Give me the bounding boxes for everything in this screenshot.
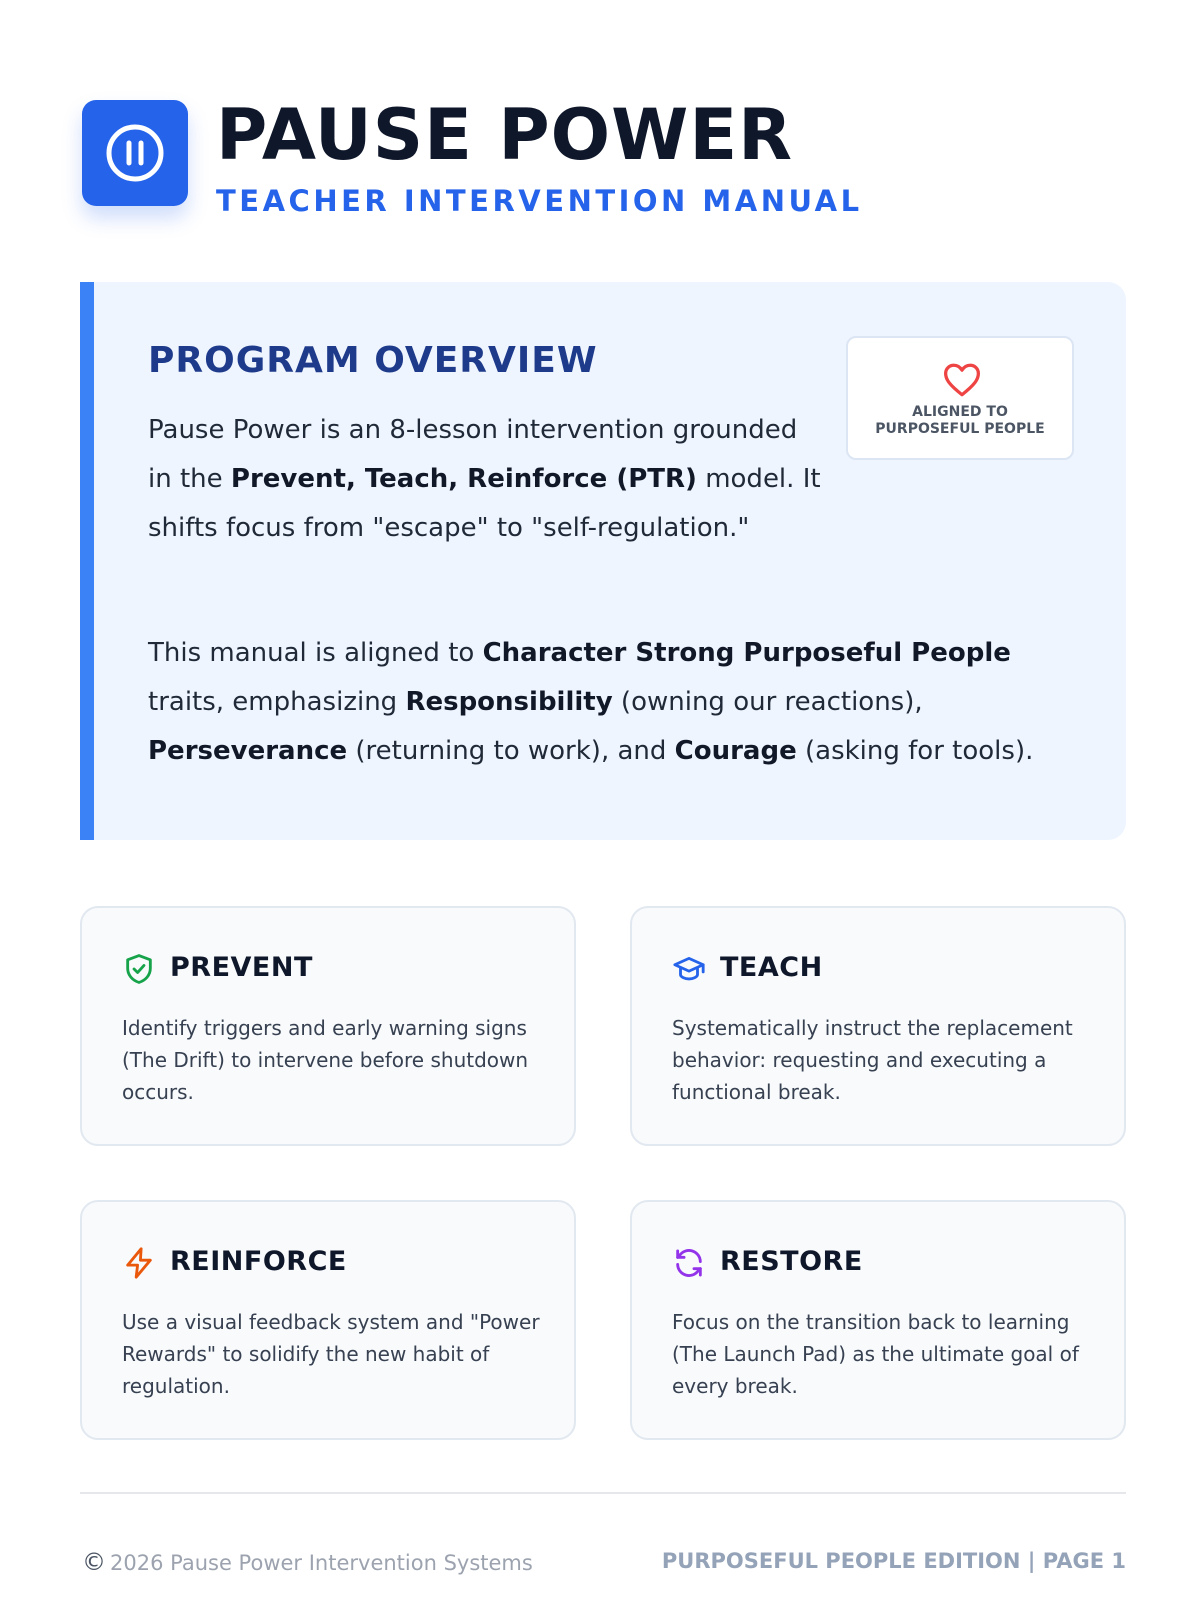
footer-edition: PURPOSEFUL PEOPLE EDITION | PAGE 1 xyxy=(661,1549,1126,1573)
card-title: REINFORCE xyxy=(170,1246,347,1277)
p1-bold: Prevent, Teach, Reinforce (PTR) xyxy=(230,464,697,494)
page-title: PAUSE POWER xyxy=(216,94,794,176)
card-title: TEACH xyxy=(720,952,823,983)
card-description: Use a visual feedback system and "Power Rewards" to solidify the new habit of regulation. xyxy=(122,1310,540,1398)
refresh-icon xyxy=(672,1246,706,1280)
card-description: Identify triggers and early warning signs (The Drift) to intervene before shutdown occurs. xyxy=(122,1016,529,1104)
p2-bold-perseverance: Perseverance xyxy=(148,736,348,766)
page-subtitle: TEACHER INTERVENTION MANUAL xyxy=(216,184,863,218)
overview-title: PROGRAM OVERVIEW xyxy=(148,340,598,381)
lightning-icon xyxy=(122,1246,156,1280)
copyright-icon: © xyxy=(82,1548,106,1576)
program-overview-panel xyxy=(80,282,1126,840)
aligned-badge-line2: PURPOSEFUL PEOPLE xyxy=(875,421,1045,437)
card-description: Focus on the transition back to learning (The Launch Pad) as the ultimate goal of every break. xyxy=(672,1310,1079,1398)
card-restore xyxy=(630,1200,1126,1440)
card-description: Systematically instruct the replacement behavior: requesting and executing a functional break. xyxy=(672,1016,1073,1104)
p2-bold-courage: Courage xyxy=(674,736,797,766)
card-prevent xyxy=(80,906,576,1146)
footer-divider xyxy=(80,1492,1126,1494)
footer-copyright xyxy=(82,1548,533,1576)
p1-text: Pause Power is an 8-lesson intervention grounded in the xyxy=(148,415,798,494)
aligned-badge xyxy=(846,336,1074,460)
p1-text-end: model. It shifts focus from "escape" to "self-regulation." xyxy=(148,464,821,543)
copyright-text: 2026 Pause Power Intervention Systems xyxy=(110,1551,533,1575)
overview-paragraph-2 xyxy=(148,629,1078,776)
document-header xyxy=(82,94,1122,220)
pause-circle-icon xyxy=(104,122,166,184)
card-title: RESTORE xyxy=(720,1246,863,1277)
p2-text-mid1: traits, emphasizing xyxy=(148,687,406,717)
p2-text: This manual is aligned to xyxy=(148,638,483,668)
card-reinforce xyxy=(80,1200,576,1440)
shield-check-icon xyxy=(122,952,156,986)
overview-paragraph-1 xyxy=(148,406,828,553)
graduation-cap-icon xyxy=(672,952,706,986)
aligned-badge-line1: ALIGNED TO xyxy=(912,404,1008,420)
card-teach xyxy=(630,906,1126,1146)
p2-text-mid2: (owning our reactions), xyxy=(612,687,923,717)
heart-icon xyxy=(942,362,982,398)
logo xyxy=(82,100,188,206)
p2-bold-responsibility: Responsibility xyxy=(405,687,613,717)
aligned-badge-text xyxy=(848,404,1072,438)
p2-text-mid3: (returning to work), and xyxy=(347,736,675,766)
card-title: PREVENT xyxy=(170,952,313,983)
p2-text-end: (asking for tools). xyxy=(796,736,1034,766)
p2-bold-program: Character Strong Purposeful People xyxy=(482,638,1011,668)
